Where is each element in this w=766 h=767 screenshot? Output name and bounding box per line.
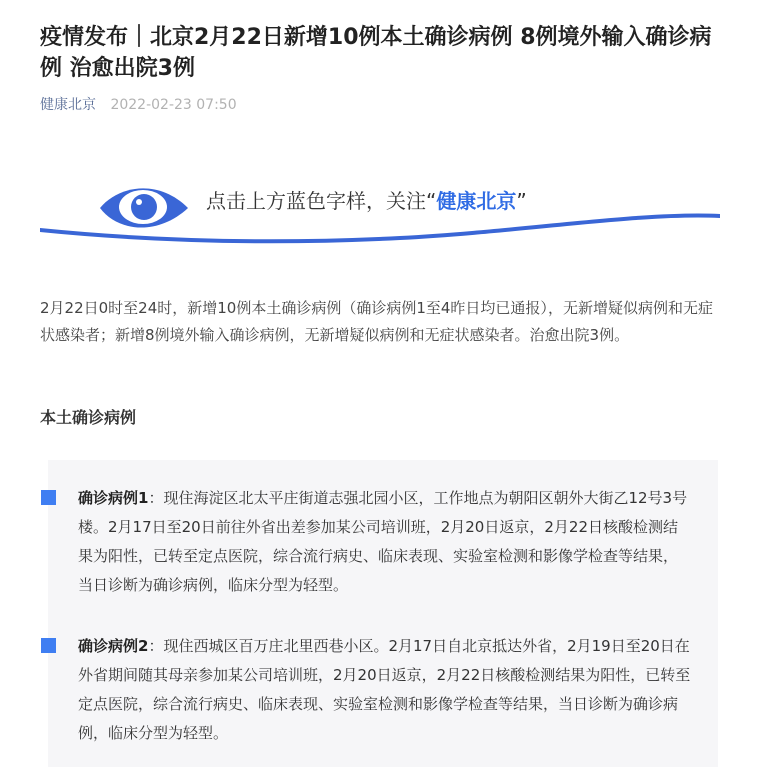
case-list	[48, 460, 718, 767]
article-meta	[40, 95, 237, 115]
square-bullet-icon	[41, 490, 56, 505]
follow-banner[interactable]	[40, 172, 720, 252]
banner-prefix: 点击上方蓝色字样，关注“	[206, 189, 437, 213]
case-body: ：现住海淀区北太平庄街道志强北园小区，工作地点为朝阳区朝外大街乙12号3号楼。2月17日至20日前往外省出差参加某公司培训班，2月20日返京，2月22日核酸检测结果为阳性，已转至定点医院，综合流行病史、临床表现、实验室检测和影像学检查等结果，当日诊断为确诊病例，临床分型为轻型。	[78, 489, 688, 594]
case-text	[78, 632, 692, 748]
case-label: 确诊病例2	[78, 637, 149, 655]
eye-highlight	[136, 199, 142, 205]
case-body: ：现住西城区百万庄北里西巷小区。2月17日自北京抵达外省，2月19日至20日在外省期间随其母亲参加某公司培训班，2月20日返京，2月22日核酸检测结果为阳性，已转至定点医院，综合流行病史、临床表现、实验室检测和影像学检查等结果，当日诊断为确诊病例，临床分型为轻型。	[78, 637, 691, 742]
intro-paragraph: 2月22日0时至24时，新增10例本土确诊病例（确诊病例1至4昨日均已通报），无新增疑似病例和无症状感染者；新增8例境外输入确诊病例，无新增疑似病例和无症状感染者。治愈出院3例。	[40, 299, 713, 344]
case-label: 确诊病例1	[78, 489, 149, 507]
square-bullet-icon	[41, 638, 56, 653]
section-heading: 本土确诊病例	[40, 408, 137, 427]
eye-pupil	[131, 194, 157, 220]
article-title: 疫情发布｜北京2月22日新增10例本土确诊病例 8例境外输入确诊病例 治愈出院3例	[40, 25, 712, 81]
banner-brand: 健康北京	[436, 189, 517, 213]
banner-suffix: ”	[516, 189, 527, 213]
publish-time: 2022-02-23 07:50	[110, 97, 237, 113]
case-text	[78, 484, 692, 600]
account-name-link[interactable]: 健康北京	[40, 97, 96, 113]
banner-text	[206, 186, 527, 216]
